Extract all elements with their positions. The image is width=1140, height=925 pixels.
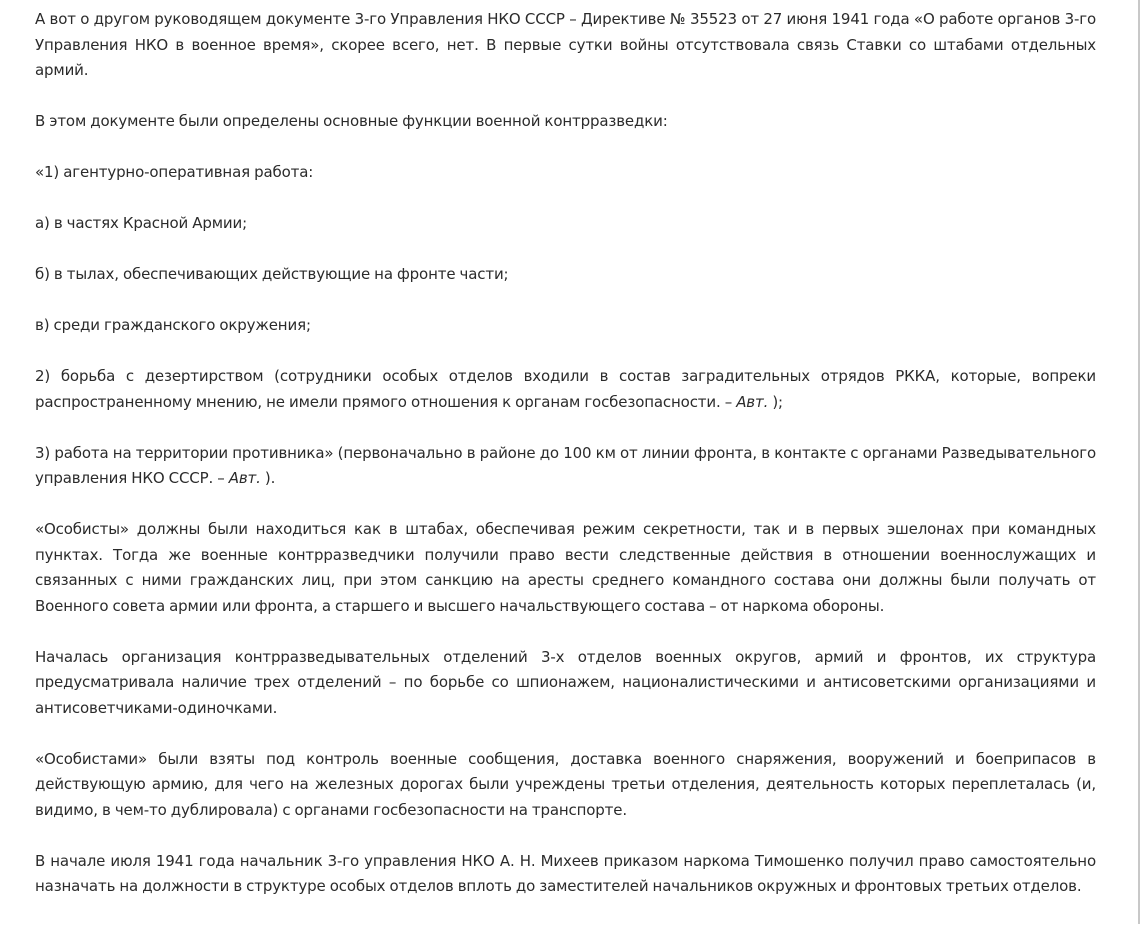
paragraph-list-item-1c: в) среди гражданского окружения; — [35, 316, 311, 334]
paragraph-tail: ). — [260, 469, 276, 487]
paragraph-list-item-2 — [35, 364, 1096, 415]
author-note: Авт. — [228, 469, 261, 487]
paragraph-text: 2) борьба с дезертирством (сотрудники особых отделов входили в состав заградительных отрядов РККА, которые, вопреки распространенному мнению, не имели прямого отношения к органам госбезопасности. – — [35, 367, 1096, 411]
paragraph-directive-intro: А вот о другом руководящем документе 3-го Управления НКО СССР – Директиве № 35523 от 27 июня 1941 года «О работе органов 3-го Управления НКО в военное время», скорее всего, нет. В первые сутки войны отсутствовала связь Ставки со штабами отдельных армий. — [35, 10, 1096, 79]
paragraph-list-item-1b: б) в тылах, обеспечивающих действующие на фронте части; — [35, 265, 509, 283]
paragraph-list-item-1a: а) в частях Красной Армии; — [35, 214, 247, 232]
paragraph-list-item-1: «1) агентурно-оперативная работа: — [35, 163, 314, 181]
paragraph-organization: Началась организация контрразведывательных отделений 3-х отделов военных округов, армий и фронтов, их структура предусматривала наличие трех отделений – по борьбе со шпионажем, националистическими и антисоветскими организациями и антисоветчиками-одиночками. — [35, 647, 1096, 717]
paragraph-list-item-3 — [35, 441, 1096, 492]
paragraph-text: 3) работа на территории противника» (первоначально в районе до 100 км от линии фронта, в контакте с органами Разведывательного управления НКО СССР. – — [35, 443, 1096, 487]
article-body — [35, 7, 1096, 925]
paragraph-mikheev-order: В начале июля 1941 года начальник 3-го управления НКО А. Н. Михеев приказом наркома Тимошенко получил право самостоятельно назначать на должности в структуре особых отделов вплоть до заместителей начальников окружных и фронтовых третьих отделов. — [35, 851, 1096, 895]
paragraph-transport-control: «Особистами» были взяты под контроль военные сообщения, доставка военного снаряжения, вооружений и боеприпасов в действующую армию, для чего на железных дорогах были учреждены третьи отделения, деятельность которых переплеталась (и, видимо, в чем-то дублировала) с органами госбезопасности на транспорте. — [35, 749, 1096, 819]
paragraph-tail: ); — [768, 392, 783, 411]
paragraph-functions-intro: В этом документе были определены основные функции военной контрразведки: — [35, 112, 668, 130]
author-note: Авт. — [736, 392, 769, 411]
paragraph-osobisty-duties: «Особисты» должны были находиться как в штабах, обеспечивая режим секретности, так и в первых эшелонах при командных пунктах. Тогда же военные контрразведчики получили право вести следственные действия в отношении военнослужащих и связанных с ними гражданских лиц, при этом санкцию на аресты среднего командного состава они должны были получать от Военного совета армии или фронта, а старшего и высшего начальствующего состава – от наркома обороны. — [35, 520, 1096, 615]
